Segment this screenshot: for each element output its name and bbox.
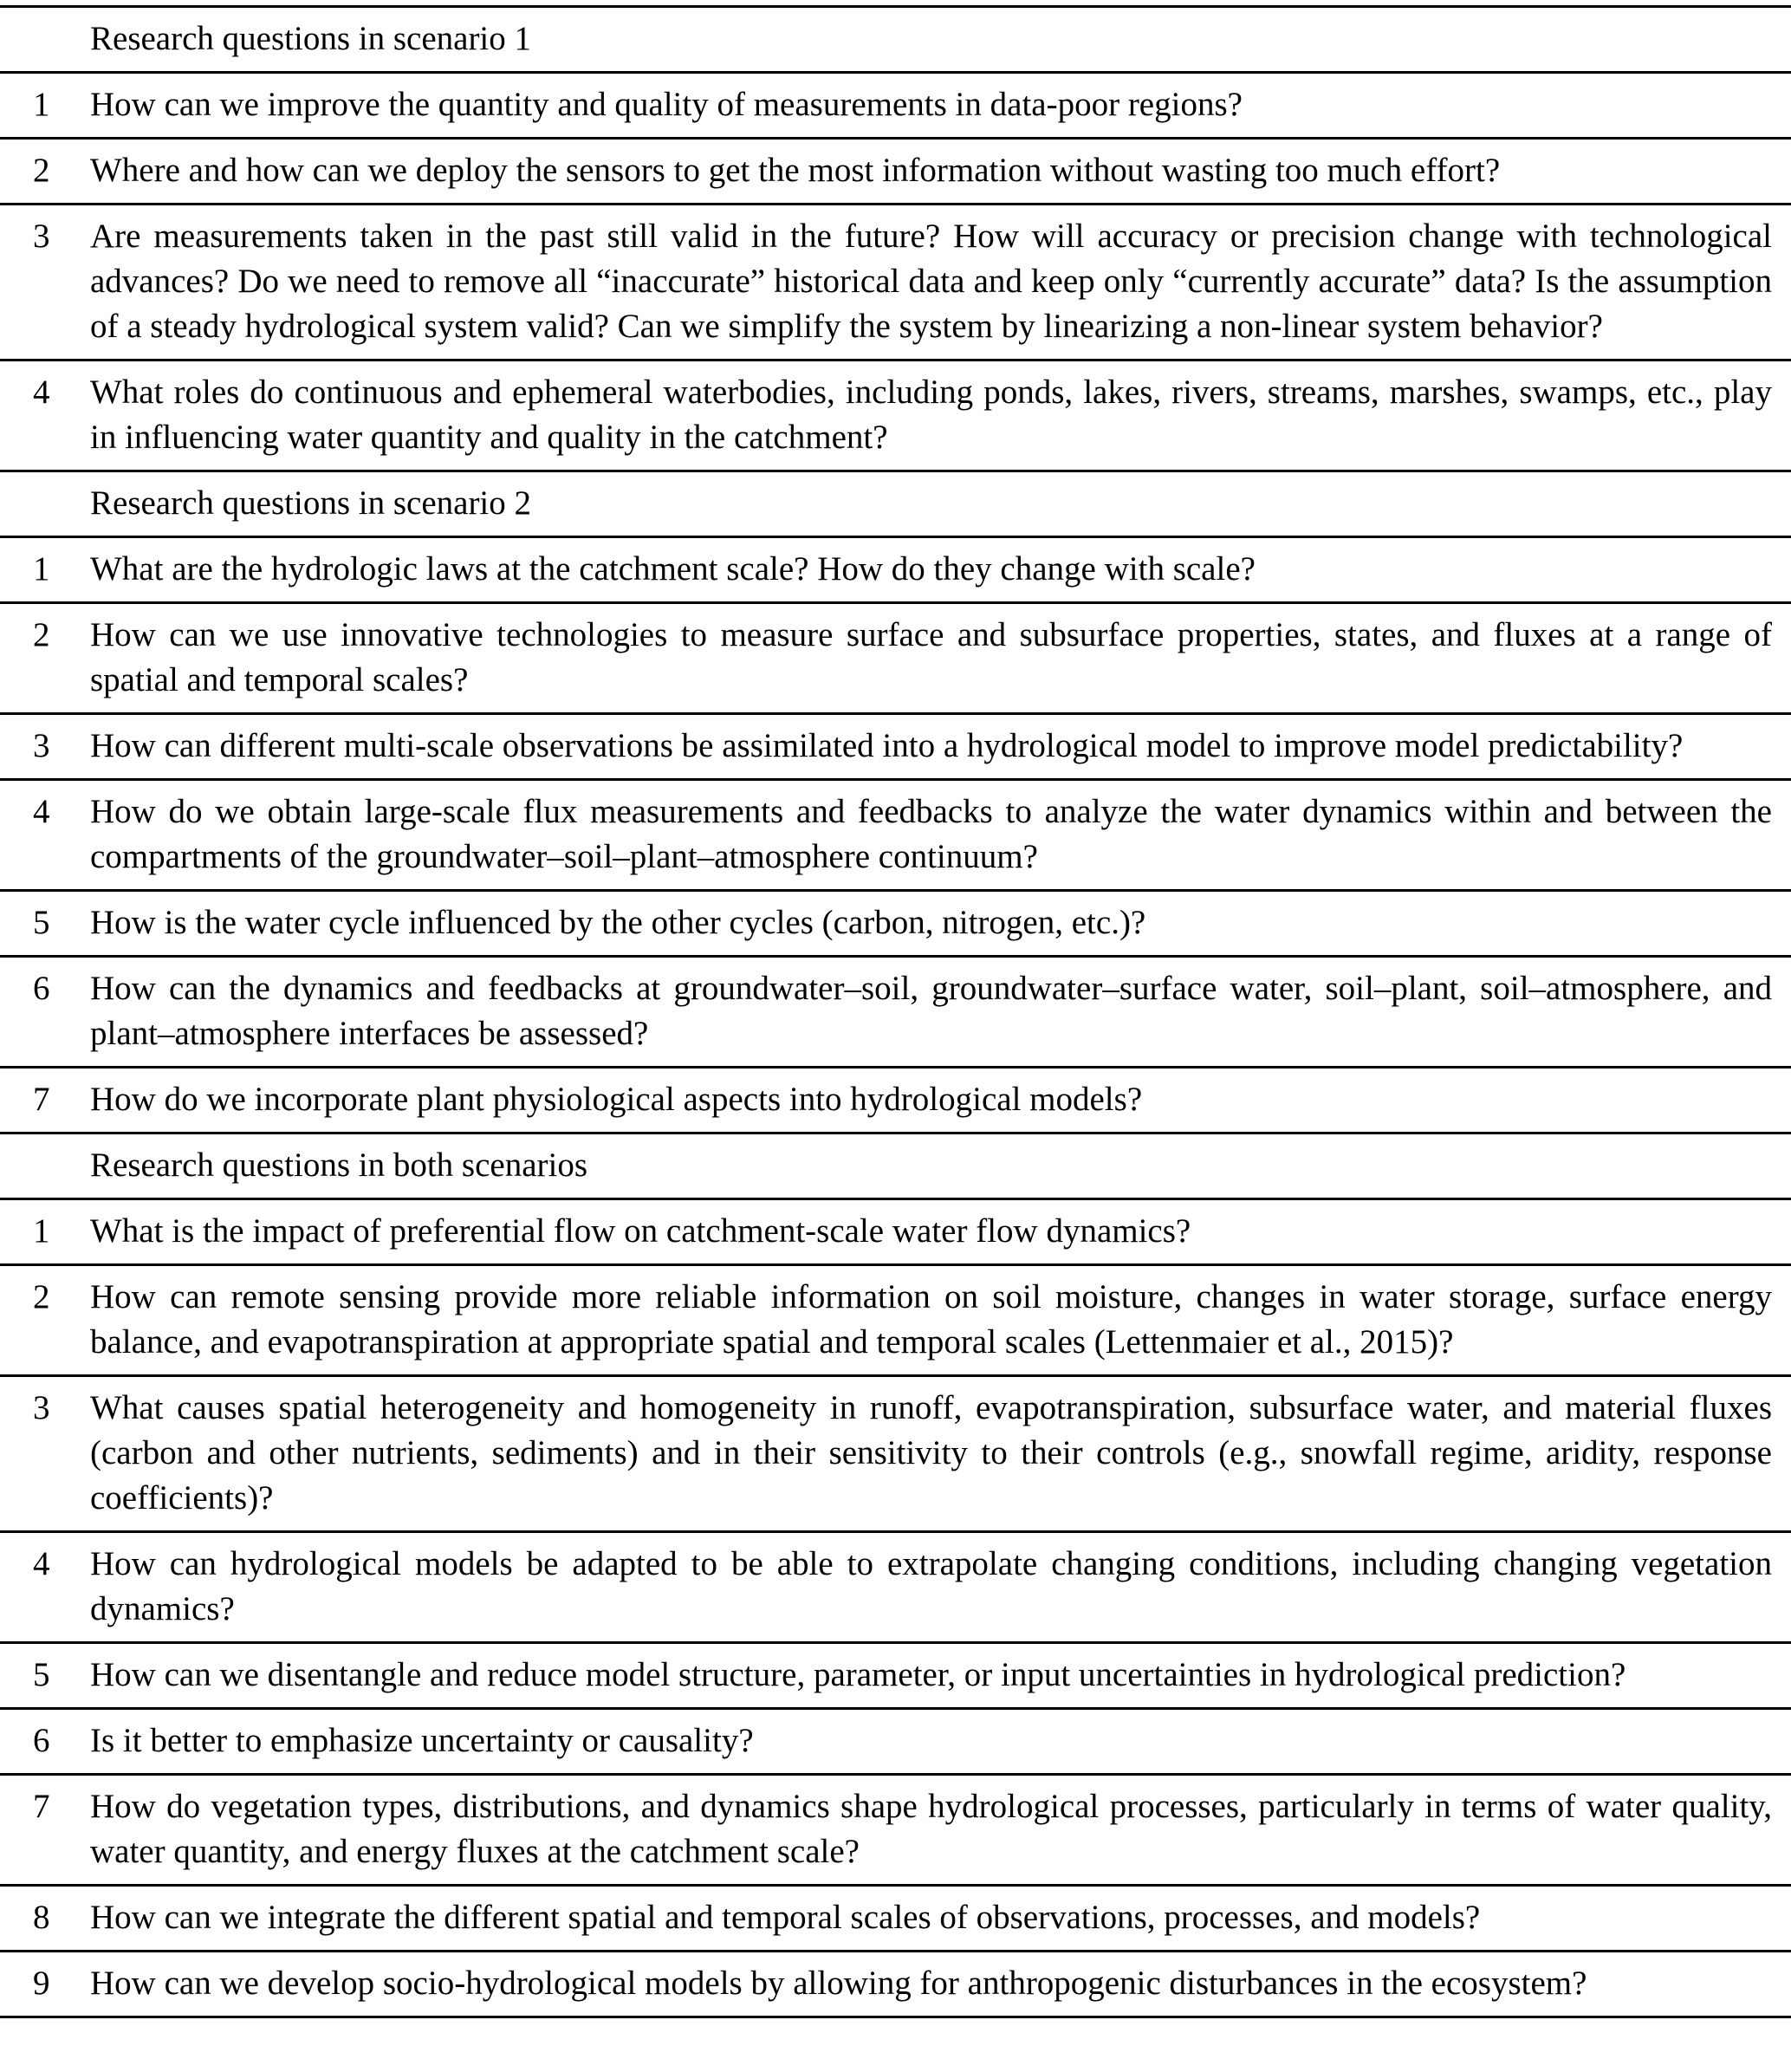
question-number: 6: [33, 970, 50, 1007]
question-row: [0, 957, 1791, 1068]
question-number: 9: [33, 1965, 50, 2002]
question-text: How do vegetation types, distributions, and dynamics shape hydrological processes, particularly in terms of water quality, water quantity, and energy fluxes at the catchment scale?: [90, 1788, 1772, 1870]
question-text: How can different multi-scale observations be assimilated into a hydrological model to improve model predictability?: [90, 727, 1684, 764]
question-text: How can remote sensing provide more reliable information on soil moisture, changes in water storage, surface energy balance, and evapotranspiration at appropriate spatial and temporal scales (Lettenmaier et al., 2015)?: [90, 1278, 1772, 1361]
question-number: 3: [33, 218, 50, 255]
section-header-row: [0, 7, 1791, 73]
question-number: 1: [33, 1212, 50, 1250]
question-number: 7: [33, 1788, 50, 1825]
question-number: 2: [33, 616, 50, 653]
question-text: How can we integrate the different spatial and temporal scales of observations, processes, and models?: [90, 1899, 1481, 1936]
question-row: [0, 1376, 1791, 1532]
question-row: [0, 1068, 1791, 1133]
question-row: [0, 714, 1791, 780]
question-row: [0, 205, 1791, 360]
question-row: [0, 1532, 1791, 1643]
question-number: 1: [33, 550, 50, 588]
section-header-spacer: [0, 1133, 89, 1199]
question-text: What are the hydrologic laws at the catchment scale? How do they change with scale?: [90, 550, 1256, 588]
question-text: How can the dynamics and feedbacks at groundwater–soil, groundwater–surface water, soil–plant, soil–atmosphere, and plant–atmosphere interfaces be assessed?: [90, 970, 1772, 1052]
question-text: What causes spatial heterogeneity and homogeneity in runoff, evapotranspiration, subsurface water, and material fluxes (carbon and other nutrients, sediments) and in their sensitivity to their controls (e.g., snowfall regime, aridity, response coefficients)?: [90, 1389, 1772, 1517]
question-number: 4: [33, 373, 50, 411]
question-text: How can hydrological models be adapted to be able to extrapolate changing conditions, including changing vegetation dynamics?: [90, 1545, 1772, 1627]
question-row: [0, 1775, 1791, 1886]
question-number: 5: [33, 904, 50, 941]
section-header-spacer: [0, 7, 89, 73]
question-row: [0, 537, 1791, 603]
question-number: 7: [33, 1081, 50, 1118]
question-number: 4: [33, 793, 50, 830]
question-text: What is the impact of preferential flow on catchment-scale water flow dynamics?: [90, 1212, 1191, 1250]
question-row: [0, 360, 1791, 471]
question-row: [0, 603, 1791, 714]
question-row: [0, 1886, 1791, 1952]
question-row: [0, 1265, 1791, 1376]
question-number: 8: [33, 1899, 50, 1936]
section-header-scenario-1: Research questions in scenario 1: [90, 20, 532, 57]
question-text: Where and how can we deploy the sensors to get the most information without wasting too much effort?: [90, 152, 1501, 189]
question-text: How is the water cycle influenced by the other cycles (carbon, nitrogen, etc.)?: [90, 904, 1146, 941]
question-number: 3: [33, 1389, 50, 1426]
question-row: [0, 1952, 1791, 2017]
question-text: Is it better to emphasize uncertainty or causality?: [90, 1722, 754, 1759]
question-text: Are measurements taken in the past still valid in the future? How will accuracy or precision change with technological advances? Do we need to remove all “inaccurate” historical data and keep only “currently accurate” data? Is the assumption of a steady hydrological system valid? Can we simplify the system by linearizing a non-linear system behavior?: [90, 218, 1772, 345]
research-questions-table: [0, 5, 1791, 2018]
question-text: How can we improve the quantity and quality of measurements in data-poor regions?: [90, 86, 1243, 123]
section-header-scenario-2: Research questions in scenario 2: [90, 484, 532, 522]
question-text: How can we disentangle and reduce model structure, parameter, or input uncertainties in hydrological prediction?: [90, 1656, 1626, 1693]
question-row: [0, 139, 1791, 205]
question-number: 3: [33, 727, 50, 764]
section-header-row: [0, 471, 1791, 537]
section-header-row: [0, 1133, 1791, 1199]
question-number: 5: [33, 1656, 50, 1693]
question-number: 2: [33, 1278, 50, 1315]
question-row: [0, 1709, 1791, 1775]
question-row: [0, 780, 1791, 891]
question-text: How do we obtain large-scale flux measurements and feedbacks to analyze the water dynamics within and between the compartments of the groundwater–soil–plant–atmosphere continuum?: [90, 793, 1772, 875]
question-number: 4: [33, 1545, 50, 1582]
question-row: [0, 891, 1791, 957]
question-row: [0, 1643, 1791, 1709]
question-text: How can we develop socio-hydrological models by allowing for anthropogenic disturbances in the ecosystem?: [90, 1965, 1587, 2002]
question-row: [0, 1199, 1791, 1265]
question-row: [0, 73, 1791, 139]
question-text: How do we incorporate plant physiological aspects into hydrological models?: [90, 1081, 1143, 1118]
question-number: 2: [33, 152, 50, 189]
question-text: What roles do continuous and ephemeral waterbodies, including ponds, lakes, rivers, streams, marshes, swamps, etc., play in influencing water quantity and quality in the catchment?: [90, 373, 1772, 456]
section-header-both-scenarios: Research questions in both scenarios: [90, 1146, 588, 1184]
question-number: 1: [33, 86, 50, 123]
section-header-spacer: [0, 471, 89, 537]
question-text: How can we use innovative technologies to measure surface and subsurface properties, states, and fluxes at a range of spatial and temporal scales?: [90, 616, 1772, 698]
question-number: 6: [33, 1722, 50, 1759]
